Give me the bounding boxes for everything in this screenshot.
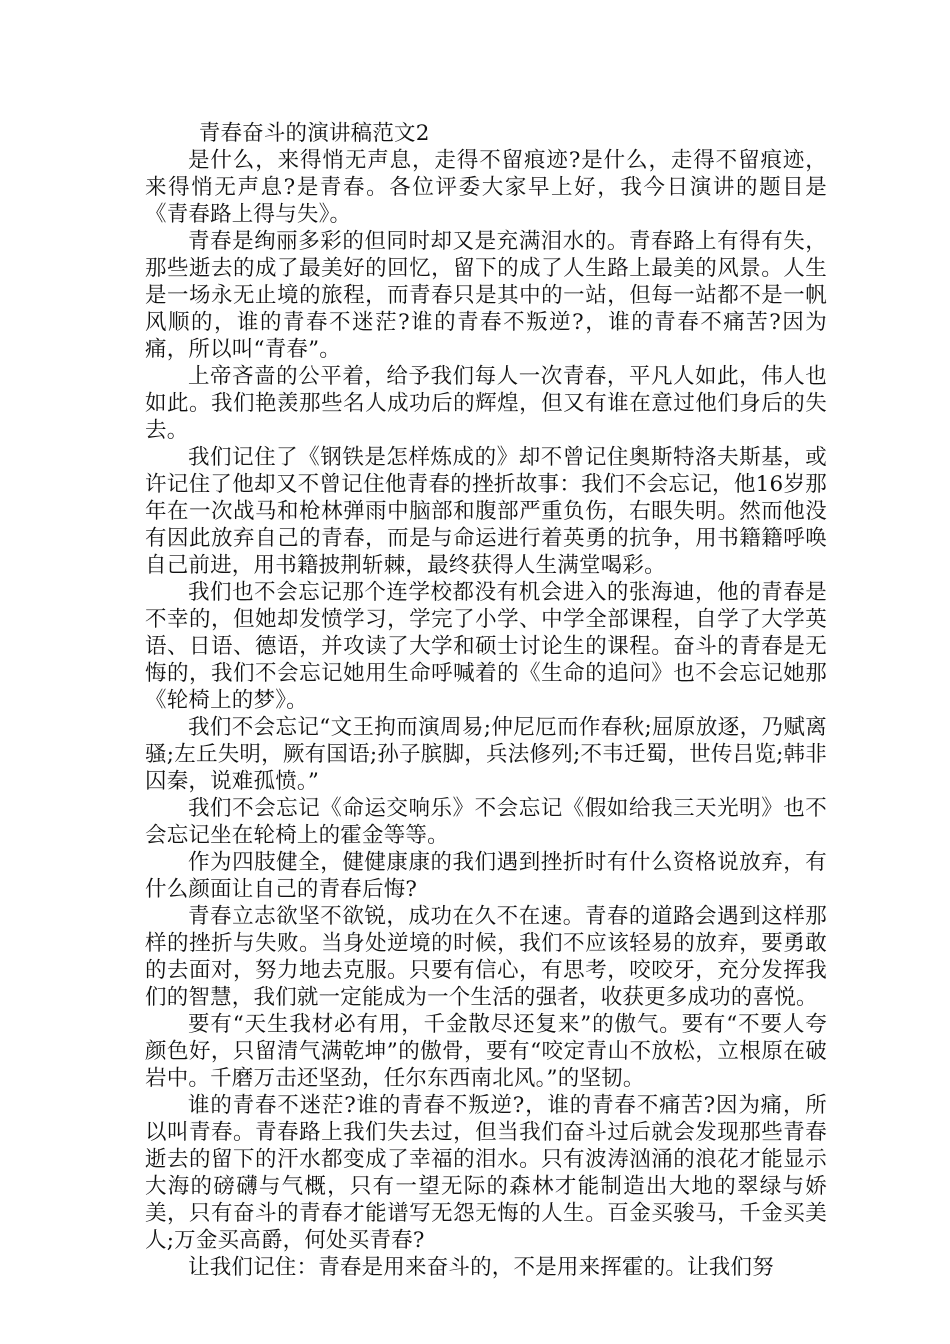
paragraph-11: 谁的青春不迷茫?谁的青春不叛逆?，谁的青春不痛苦?因为痛，所以叫青春。青春路上我们失去过，但当我们奋斗过后就会发现那些青春逝去的留下的汗水都变成了幸福的泪水。只有波涛汹涌的浪花才能显示大海的磅礴与气概，只有一望无际的森林才能制造出大地的翠绿与娇美，只有奋斗的青春才能谱写无怨无悔的人生。百金买骏马，千金买美人;万金买高爵，何处买青春? [145, 1093, 827, 1253]
document-title: 青春奋斗的演讲稿范文2 [198, 121, 430, 146]
paragraph-7: 我们不会忘记《命运交响乐》不会忘记《假如给我三天光明》也不会忘记坐在轮椅上的霍金等等。 [145, 796, 827, 848]
paragraph-9: 青春立志欲坚不欲锐，成功在久不在速。青春的道路会遇到这样那样的挫折与失败。当身处逆境的时候，我们不应该轻易的放弃，要勇敢的去面对，努力地去克服。只要有信心，有思考，咬咬牙，充分发挥我们的智慧，我们就一定能成为一个生活的强者，收获更多成功的喜悦。 [145, 904, 827, 1010]
paragraph-5: 我们也不会忘记那个连学校都没有机会进入的张海迪，他的青春是不幸的，但她却发愤学习，学完了小学、中学全部课程，自学了大学英语、日语、德语，并攻读了大学和硕士讨论生的课程。奋斗的青春是无悔的，我们不会忘记她用生命呼喊着的《生命的追问》也不会忘记她那《轮椅上的梦》。 [145, 580, 827, 713]
paragraph-12: 让我们记住：青春是用来奋斗的，不是用来挥霍的。让我们努 [188, 1255, 774, 1280]
paragraph-8: 作为四肢健全，健健康康的我们遇到挫折时有什么资格说放弃，有什么颜面让自己的青春后悔? [145, 850, 827, 902]
paragraph-3: 上帝吝啬的公平着，给予我们每人一次青春，平凡人如此，伟人也如此。我们艳羡那些名人成功后的辉煌，但又有谁在意过他们身后的失去。 [145, 364, 827, 443]
paragraph-10: 要有“天生我材必有用，千金散尽还复来”的傲气。要有“不要人夸颜色好，只留清气满乾坤”的傲骨，要有“咬定青山不放松，立根原在破岩中。千磨万击还坚劲，任尔东西南北风。”的坚韧。 [145, 1012, 827, 1091]
paragraph-6: 我们不会忘记“文王拘而演周易;仲尼厄而作春秋;屈原放逐，乃赋离骚;左丘失明，厥有国语;孙子膑脚，兵法修列;不韦迁蜀，世传吕览;韩非囚秦，说难孤愤。” [145, 715, 827, 794]
paragraph-4: 我们记住了《钢铁是怎样炼成的》却不曾记住奥斯特洛夫斯基，或许记住了他却又不曾记住他青春的挫折故事：我们不会忘记，他16岁那年在一次战马和枪林弹雨中脑部和腹部严重负伤，右眼失明。然而他没有因此放弃自己的青春，而是与命运进行着英勇的抗争，用书籍籍呼唤自己前进，用书籍披荆斩棘，最终获得人生满堂喝彩。 [145, 445, 827, 578]
paragraph-2: 青春是绚丽多彩的但同时却又是充满泪水的。青春路上有得有失，那些逝去的成了最美好的回忆，留下的成了人生路上最美的风景。人生是一场永无止境的旅程，而青春只是其中的一站，但每一站都不是一帆风顺的，谁的青春不迷茫?谁的青春不叛逆?，谁的青春不痛苦?因为痛，所以叫“青春”。 [145, 229, 827, 362]
document-body [145, 120, 827, 1281]
paragraph-1: 是什么，来得悄无声息，走得不留痕迹?是什么，走得不留痕迹，来得悄无声息?是青春。各位评委大家早上好，我今日演讲的题目是《青春路上得与失》。 [145, 148, 827, 227]
